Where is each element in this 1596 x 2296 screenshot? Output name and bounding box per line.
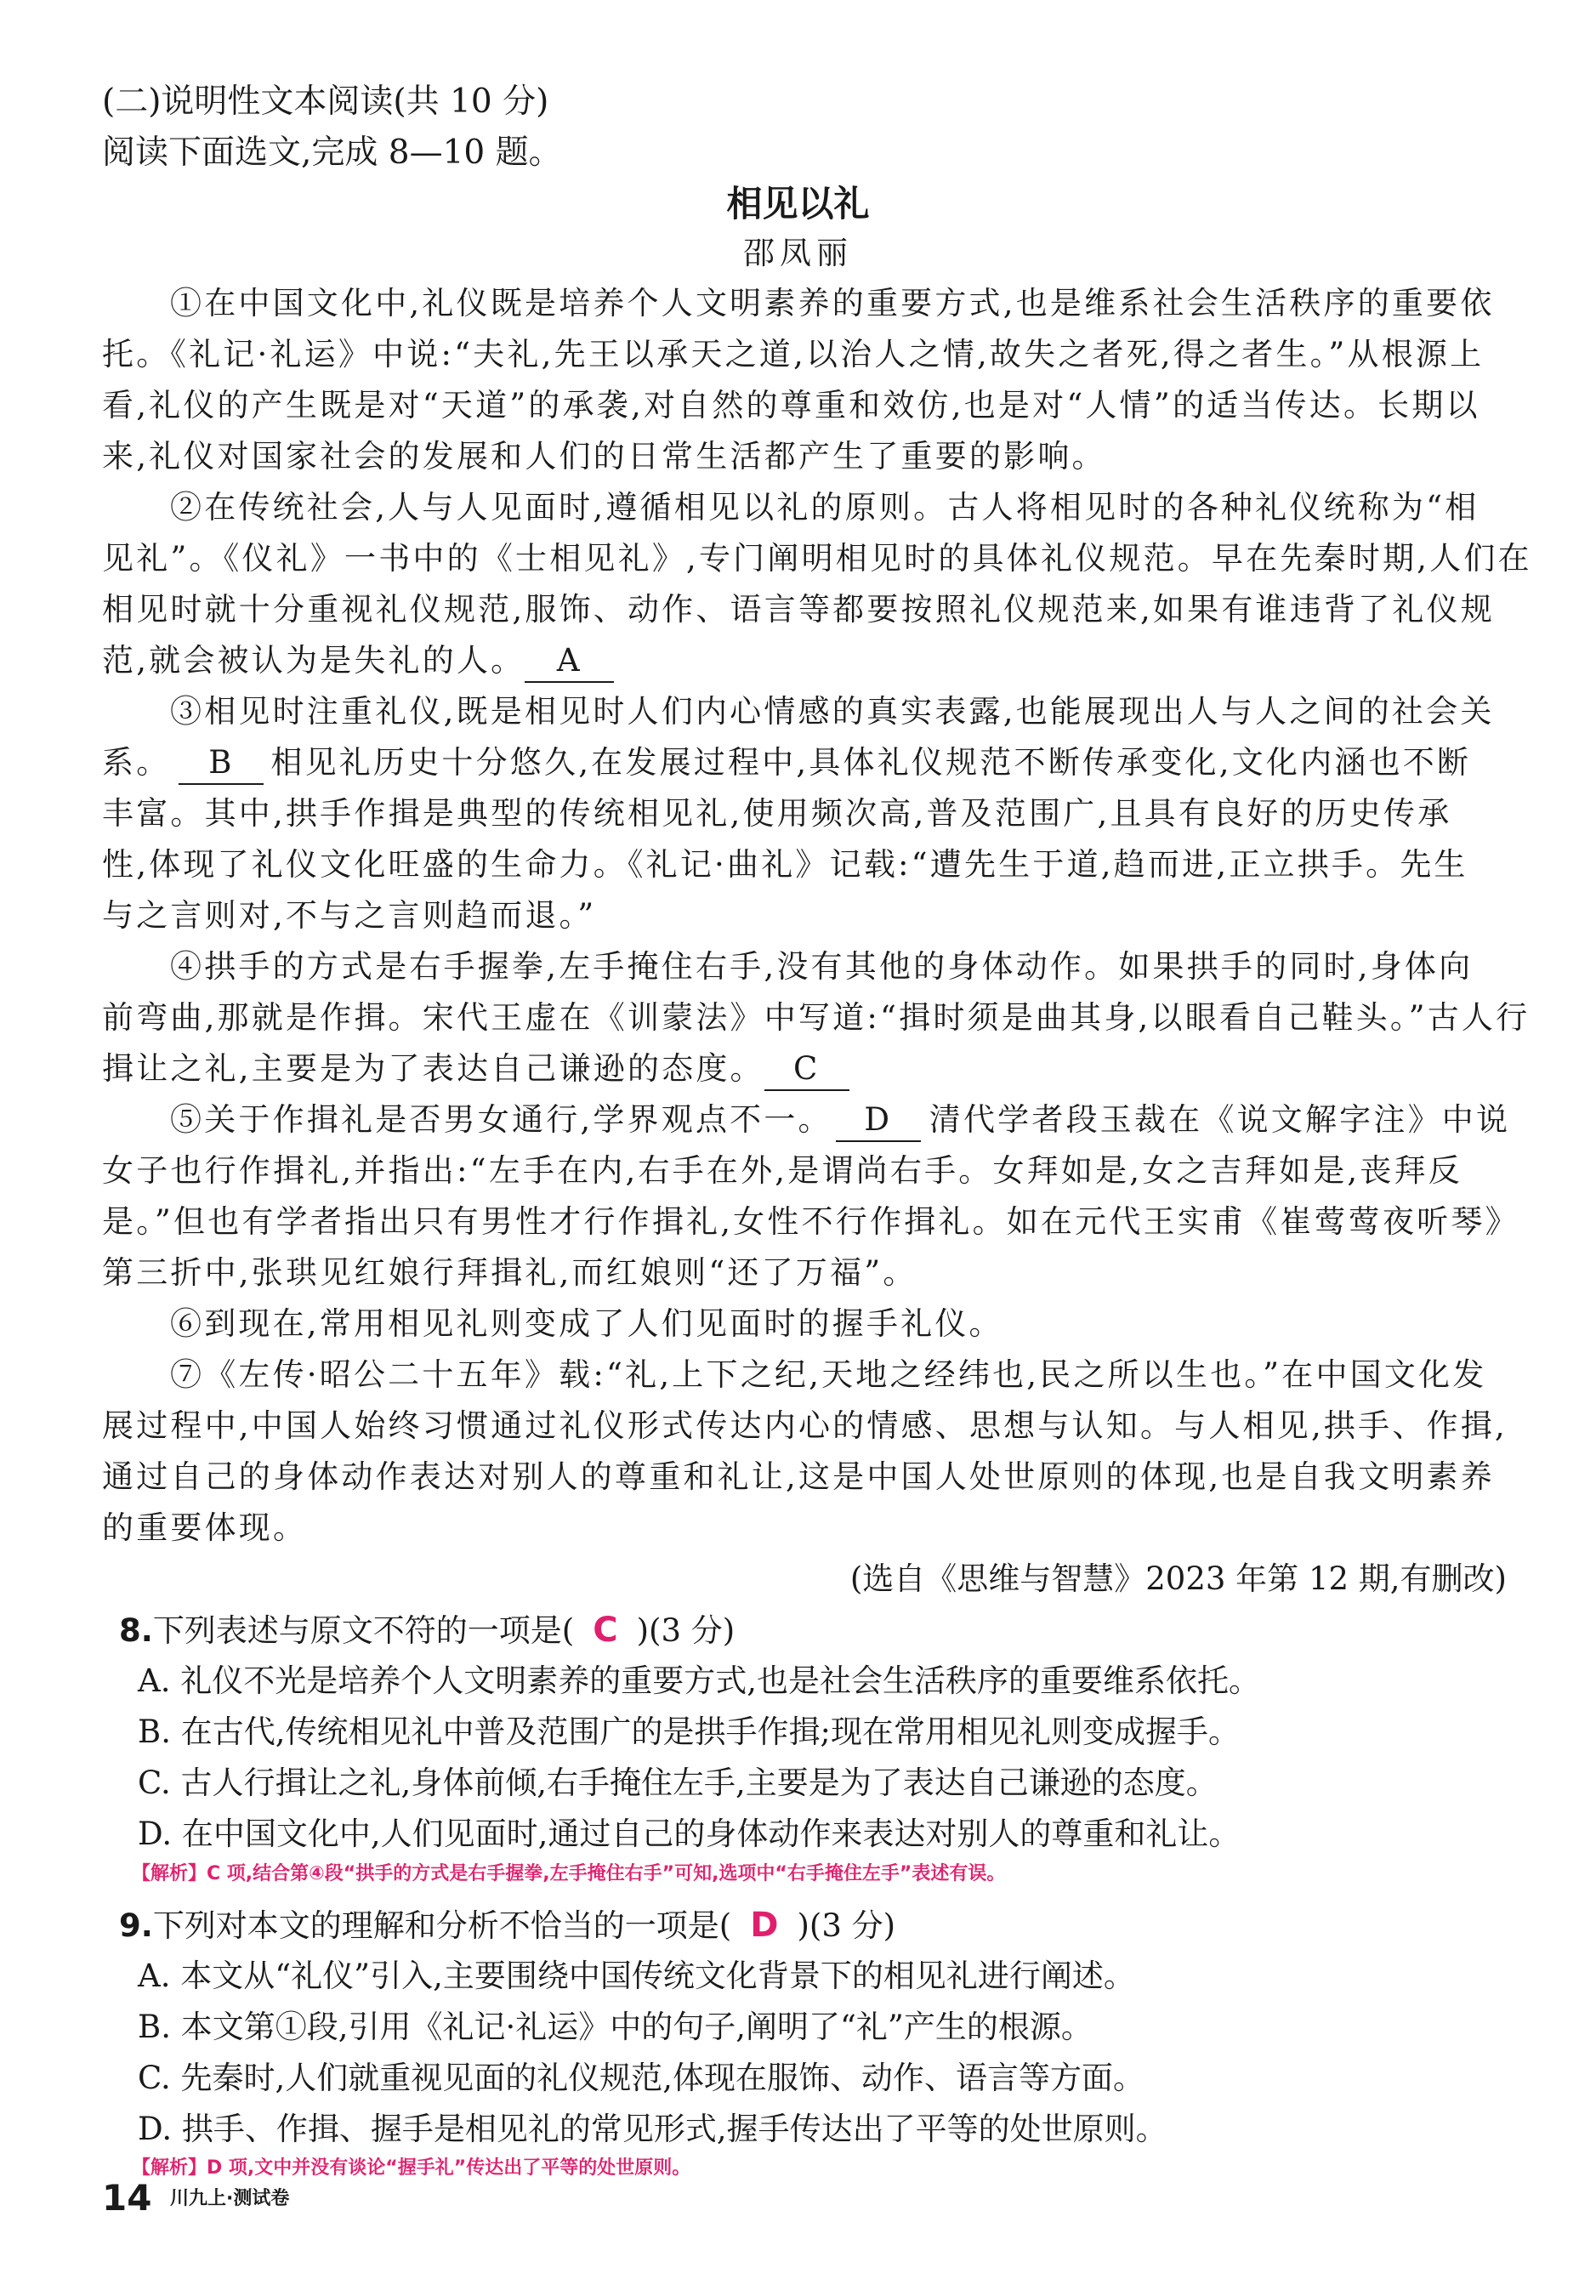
paragraph-line: 看,礼仪的产生既是对“天道”的承袭,对自然的尊重和效仿,也是对“人情”的适当传达。长期以: [102, 387, 1480, 423]
blank-d: D: [836, 1101, 921, 1142]
paragraph-line: ④拱手的方式是右手握拳,左手掩住右手,没有其他的身体动作。如果拱手的同时,身体向: [170, 948, 1474, 985]
article-title: 相见以礼: [726, 183, 870, 224]
paragraph-line: 范,就会被认为是失礼的人。 A: [102, 635, 1505, 686]
option-d: D. 拱手、作揖、握手是相见礼的常见形式,握手传达出了平等的处世原则。: [138, 2111, 1167, 2147]
analysis-note: 【解析】C 项,结合第④段“拱手的方式是右手握拳,左手掩住右手”可知,选项中“右手掩住左手”表述有误。: [132, 1863, 1006, 1884]
option-b: B. 本文第①段,引用《礼记·礼运》中的句子,阐明了“礼”产生的根源。: [138, 2009, 1093, 2045]
paragraph-line: 性,体现了礼仪文化旺盛的生命力。《礼记·曲礼》记载:“遭先生于道,趋而进,正立拱手。先生: [102, 846, 1468, 883]
paragraph-line: 通过自己的身体动作表达对别人的尊重和礼让,这是中国人处世原则的体现,也是自我文明素养: [102, 1458, 1495, 1495]
article-source: (选自《思维与智慧》2023 年第 12 期,有删改): [849, 1560, 1507, 1597]
paragraph-line: ⑤关于作揖礼是否男女通行,学界观点不一。 D 清代学者段玉裁在《说文解字注》中说: [170, 1094, 1573, 1145]
paragraph-line: ③相见时注重礼仪,既是相见时人们内心情感的真实表露,也能展现出人与人之间的社会关: [170, 693, 1495, 730]
blank-c: C: [764, 1050, 849, 1091]
paragraph-line: 前弯曲,那就是作揖。宋代王虚在《训蒙法》中写道:“揖时须是曲其身,以眼看自己鞋头。”古人行: [102, 999, 1531, 1036]
blank-a: A: [525, 642, 614, 683]
paragraph-line: 见礼”。《仪礼》一书中的《士相见礼》,专门阐明相见时的具体礼仪规范。早在先秦时期,人们在: [102, 540, 1532, 577]
paragraph-line: 是。”但也有学者指出只有男性才行作揖礼,女性不行作揖礼。如在元代王实甫《崔莺莺夜听琴》: [102, 1203, 1519, 1240]
question-9-stem: 9.下列对本文的理解和分析不恰当的一项是( D )(3 分): [119, 1906, 896, 1945]
article-author: 邵凤丽: [743, 235, 853, 271]
answer-mark: C: [593, 1611, 618, 1650]
section-instruction: 阅读下面选文,完成 8—10 题。: [102, 134, 562, 172]
answer-mark: D: [750, 1906, 779, 1945]
paragraph-line: 丰富。其中,拱手作揖是典型的传统相见礼,使用频次高,普及范围广,且具有良好的历史传承: [102, 795, 1452, 832]
paragraph-line: 相见时就十分重视礼仪规范,服饰、动作、语言等都要按照礼仪规范来,如果有谁违背了礼仪规: [102, 591, 1495, 628]
page-number: 14: [102, 2177, 152, 2219]
paragraph-line: 女子也行作揖礼,并指出:“左手在内,右手在外,是谓尚右手。女拜如是,女之吉拜如是,丧拜反: [102, 1152, 1463, 1189]
analysis-note: 【解析】D 项,文中并没有谈论“握手礼”传达出了平等的处世原则。: [132, 2157, 691, 2179]
paragraph-line: 揖让之礼,主要是为了表达自己谦逊的态度。 C: [102, 1043, 1505, 1094]
paragraph-line: 托。《礼记·礼运》中说:“夫礼,先王以承天之道,以治人之情,故失之者死,得之者生。”从根源上: [102, 336, 1485, 372]
paragraph-line: ①在中国文化中,礼仪既是培养个人文明素养的重要方式,也是维系社会生活秩序的重要依: [170, 285, 1495, 321]
option-c: C. 先秦时,人们就重视见面的礼仪规范,体现在服饰、动作、语言等方面。: [138, 2060, 1145, 2096]
blank-b: B: [179, 744, 264, 785]
paragraph-line: 第三折中,张珙见红娘行拜揖礼,而红娘则“还了万福”。: [102, 1254, 917, 1291]
option-d: D. 在中国文化中,人们见面时,通过自己的身体动作来表达对别人的尊重和礼让。: [138, 1816, 1241, 1852]
paragraph-line: 系。 B 相见礼历史十分悠久,在发展过程中,具体礼仪规范不断传承变化,文化内涵也不断: [102, 737, 1505, 788]
option-c: C. 古人行揖让之礼,身体前倾,右手掩住左手,主要是为了表达自己谦逊的态度。: [138, 1765, 1218, 1801]
section-heading: (二)说明性文本阅读(共 10 分): [102, 82, 549, 121]
paragraph-line: 的重要体现。: [102, 1509, 308, 1546]
option-a: A. 本文从“礼仪”引入,主要围绕中国传统文化背景下的相见礼进行阐述。: [138, 1958, 1135, 1994]
paragraph-line: 与之言则对,不与之言则趋而退。”: [102, 897, 597, 934]
question-8-stem: 8.下列表述与原文不符的一项是( C )(3 分): [119, 1611, 736, 1650]
paragraph-line: ②在传统社会,人与人见面时,遵循相见以礼的原则。古人将相见时的各种礼仪统称为“相: [170, 489, 1480, 526]
paragraph-line: 展过程中,中国人始终习惯通过礼仪形式传达内心的情感、思想与认知。与人相见,拱手、作揖,: [102, 1407, 1508, 1444]
option-a: A. 礼仪不光是培养个人文明素养的重要方式,也是社会生活秩序的重要维系依托。: [138, 1662, 1261, 1699]
paragraph-line: 来,礼仪对国家社会的发展和人们的日常生活都产生了重要的影响。: [102, 438, 1106, 475]
book-label: 川九上·测试卷: [170, 2188, 290, 2209]
option-b: B. 在古代,传统相见礼中普及范围广的是拱手作揖;现在常用相见礼则变成握手。: [138, 1713, 1240, 1750]
paragraph-line: ⑦《左传·昭公二十五年》载:“礼,上下之纪,天地之经纬也,民之所以生也。”在中国文化发: [170, 1356, 1487, 1393]
paragraph-line: ⑥到现在,常用相见礼则变成了人们见面时的握手礼仪。: [170, 1305, 1003, 1342]
